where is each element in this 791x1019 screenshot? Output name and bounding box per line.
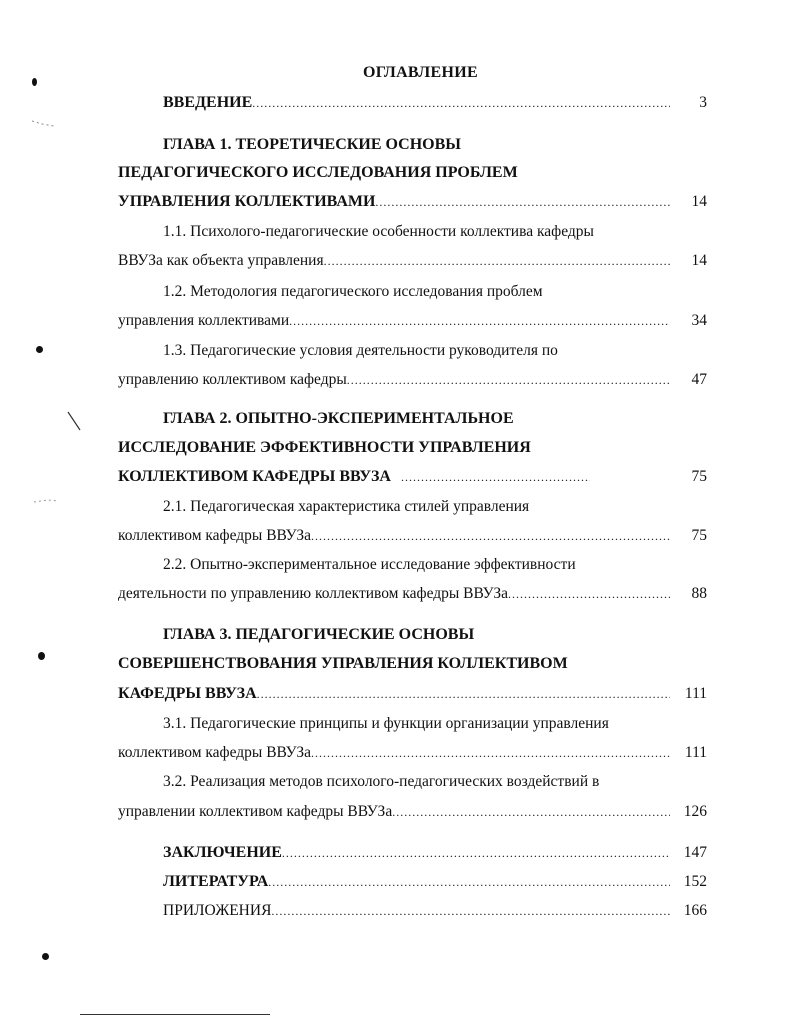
entry-text: ВВЕДЕНИЕ xyxy=(163,94,253,111)
entry-text: ЗАКЛЮЧЕНИЕ xyxy=(163,844,282,861)
chapter-3-heading-line-1: ГЛАВА 3. ПЕДАГОГИЧЕСКИЕ ОСНОВЫ xyxy=(163,626,475,643)
entry-text: КОЛЛЕКТИВОМ КАФЕДРЫ ВВУЗА xyxy=(118,468,391,485)
section-1-2-line-1: 1.2. Методология педагогического исследования проблем xyxy=(163,283,543,300)
page-number: 126 xyxy=(683,803,707,820)
entry-text: управлению коллективом кафедры xyxy=(118,371,347,388)
entry-text: управления коллективами xyxy=(118,312,290,329)
entry-text: деятельности по управлению коллективом кафедры ВВУЗа xyxy=(118,585,509,602)
page-number: 111 xyxy=(684,685,707,702)
entry-text: УПРАВЛЕНИЯ КОЛЛЕКТИВАМИ xyxy=(118,193,376,210)
page-number: 75 xyxy=(691,468,707,485)
page-number: 47 xyxy=(691,371,707,388)
entry-text: управлении коллективом кафедры ВВУЗа xyxy=(118,803,393,820)
section-1-1-line-1: 1.1. Психолого-педагогические особенности коллектива кафедры xyxy=(163,223,594,240)
scan-stroke xyxy=(68,412,80,430)
scan-stroke xyxy=(34,500,58,502)
bottom-rule xyxy=(80,1014,270,1015)
entry-text: КАФЕДРЫ ВВУЗА xyxy=(118,685,257,702)
chapter-2-heading-line-2: ИССЛЕДОВАНИЕ ЭФФЕКТИВНОСТИ УПРАВЛЕНИЯ xyxy=(118,439,531,456)
entry-text: ПРИЛОЖЕНИЯ xyxy=(163,902,272,919)
toc-title: ОГЛАВЛЕНИЕ xyxy=(363,64,478,81)
section-2-2-line-1: 2.2. Опытно-экспериментальное исследование эффективности xyxy=(163,556,576,573)
page-number: 88 xyxy=(691,585,707,602)
entry-text: коллективом кафедры ВВУЗа xyxy=(118,527,312,544)
page-number: 147 xyxy=(683,844,707,861)
chapter-1-heading-line-2: ПЕДАГОГИЧЕСКОГО ИССЛЕДОВАНИЯ ПРОБЛЕМ xyxy=(118,164,518,181)
page-number: 14 xyxy=(691,252,707,269)
page-number: 14 xyxy=(691,193,707,210)
page-number: 166 xyxy=(683,902,707,919)
page-number: 34 xyxy=(691,312,707,329)
page-number: 75 xyxy=(691,527,707,544)
section-3-1-line-1: 3.1. Педагогические принципы и функции организации управления xyxy=(163,715,609,732)
chapter-1-heading-line-1: ГЛАВА 1. ТЕОРЕТИЧЕСКИЕ ОСНОВЫ xyxy=(163,136,461,153)
page-number: 111 xyxy=(684,744,707,761)
entry-text: ЛИТЕРАТУРА xyxy=(163,873,269,890)
entry-text: коллективом кафедры ВВУЗа xyxy=(118,744,312,761)
page-number: 152 xyxy=(683,873,707,890)
section-1-3-line-1: 1.3. Педагогические условия деятельности руководителя по xyxy=(163,342,558,359)
scan-stroke xyxy=(32,121,54,126)
page-number: 3 xyxy=(699,94,707,111)
section-3-2-line-1: 3.2. Реализация методов психолого-педагогических воздействий в xyxy=(163,773,600,790)
chapter-3-heading-line-2: СОВЕРШЕНСТВОВАНИЯ УПРАВЛЕНИЯ КОЛЛЕКТИВОМ xyxy=(118,655,568,672)
chapter-2-heading-line-1: ГЛАВА 2. ОПЫТНО-ЭКСПЕРИМЕНТАЛЬНОЕ xyxy=(163,410,514,427)
section-2-1-line-1: 2.1. Педагогическая характеристика стилей управления xyxy=(163,498,530,515)
entry-text: ВВУЗа как объекта управления xyxy=(118,252,324,269)
